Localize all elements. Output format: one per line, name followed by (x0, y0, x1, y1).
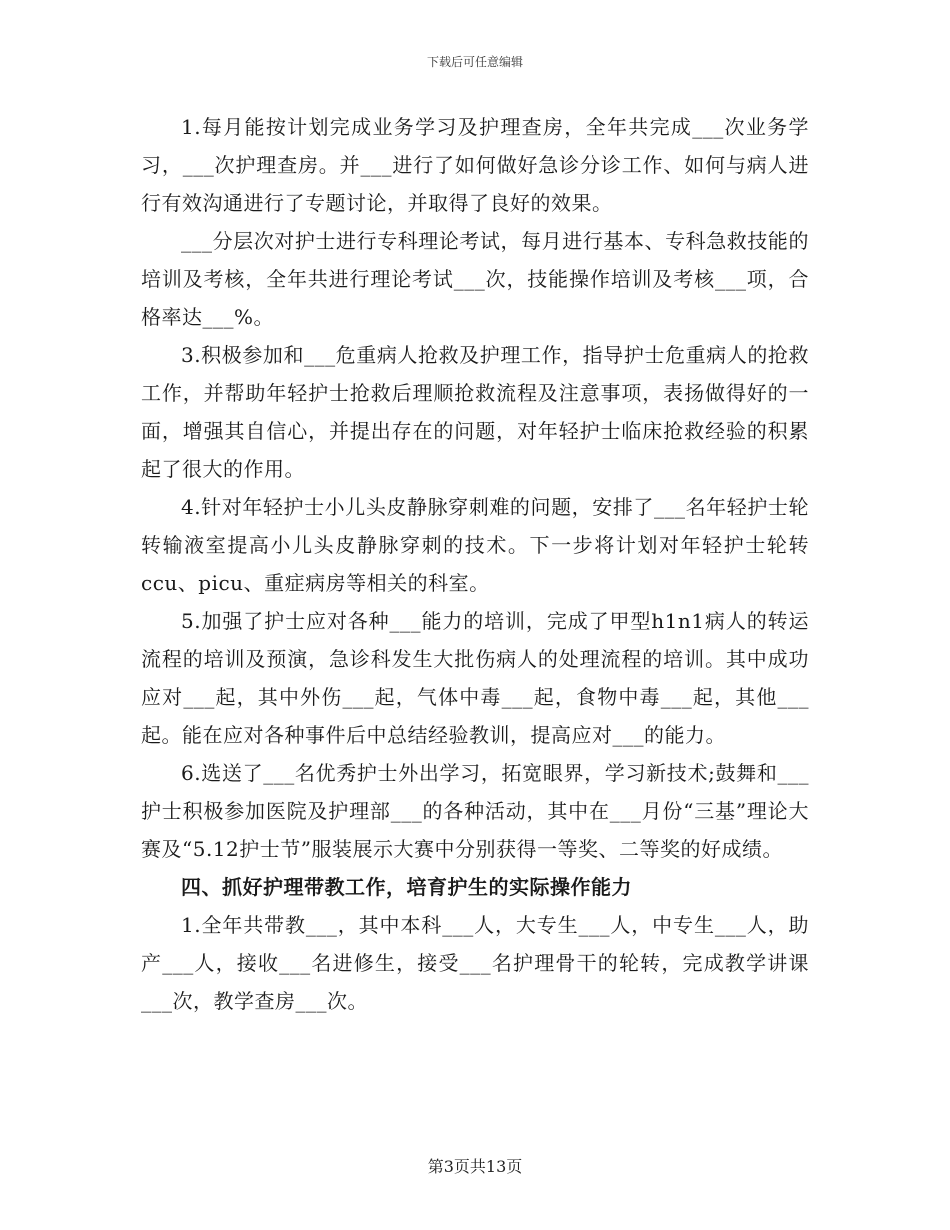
page-header: 下载后可任意编辑 (426, 55, 523, 69)
paragraph-5: 5.加强了护士应对各种___能力的培训，完成了甲型h1n1病人的转运流程的培训及预演，急诊科发生大批伤病人的处理流程的培训。其中成功应对___起，其中外伤___起，气体中毒___起，食物中毒___起，其他___起。能在应对各种事件后中总结经验教训，提高应对___的能力。 (141, 609, 809, 747)
paragraph-6: 6.选送了___名优秀护士外出学习，拓宽眼界，学习新技术;鼓舞和___护士积极参加医院及护理部___的各种活动，其中在___月份“三基”理论大赛及“5.12护士节”服装展示大赛中分别获得一等奖、二等奖的好成绩。 (141, 761, 809, 861)
document-body (141, 108, 809, 1020)
section-paragraph-1: 1.全年共带教___，其中本科___人，大专生___人，中专生___人，助产___人，接收___名进修生，接受___名护理骨干的轮转，完成教学讲课___次，教学查房___次。 (141, 913, 809, 1013)
section-heading: 四、抓好护理带教工作，培育护生的实际操作能力 (181, 875, 632, 899)
paragraph-3: 3.积极参加和___危重病人抢救及护理工作，指导护士危重病人的抢救工作，并帮助年轻护士抢救后理顺抢救流程及注意事项，表扬做得好的一面，增强其自信心，并提出存在的问题，对年轻护士临床抢救经验的积累起了很大的作用。 (141, 343, 809, 481)
paragraph-1: 1.每月能按计划完成业务学习及护理查房，全年共完成___次业务学习，___次护理查房。并___进行了如何做好急诊分诊工作、如何与病人进行有效沟通进行了专题讨论，并取得了良好的效果。 (141, 115, 809, 215)
page-footer: 第3页共13页 (427, 1157, 523, 1176)
paragraph-2: ___分层次对护士进行专科理论考试，每月进行基本、专科急救技能的培训及考核，全年共进行理论考试___次，技能操作培训及考核___项，合格率达___%。 (141, 229, 809, 329)
paragraph-4: 4.针对年轻护士小儿头皮静脉穿刺难的问题，安排了___名年轻护士轮转输液室提高小儿头皮静脉穿刺的技术。下一步将计划对年轻护士轮转ccu、picu、重症病房等相关的科室。 (141, 495, 809, 595)
